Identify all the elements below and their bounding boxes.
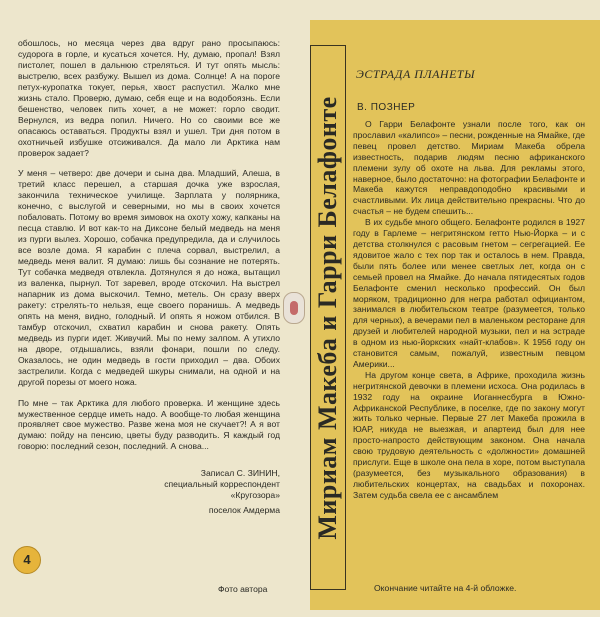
continued-note: Окончание читайте на 4-й обложке. — [374, 583, 517, 593]
left-paragraph-2: У меня – четверо: две дочери и сына два. Младший, Алеша, в третий класс перешел, а старшая дочка уже взрослая, закончила техническое училище. Зарплата у полярника, конечно, с выслугой и северными, но мы в своих хочется побаловать. Потому во время зимовок на охоту хожу, капканы на песца ставлю. И вот как-то на Диксоне белый медведь на меня из пурги вылез. Хорошо, собачка предупредила, да и случилось все возле дома. Я карабин с плеча сорвал, выстрелил, а медведь меня валит. Я думаю: лишь бы сознание не потерять. Тут собачка медведя отвлекла. Дотянулся я до ножа, вытащил из валенка, пырнул. Тот заревел, вроде отскочил. На выстрел напарник из дома выскочил. Темно, метель. Он сразу вверх ракету: стрелять-то нельзя, еще своего поранишь. А медведь опять на меня, видно, голодный. И опять я ножом отбился. В тамбур отскочил, схватил карабин и снова ракету. Опять медведь из пурги идет. Живучий. Мы по нему залпом. А утихло на дворе, отдышались, взяли фонари, пошли по следу. Оказалось, не один медведь в гости приходил – два. Обоих застрелили. Когда с медведей шкуры снимали, на одной и на другой порезы от моего ножа. — [18, 168, 280, 387]
author-signature — [100, 468, 280, 516]
signature-publication: «Кругозора» — [230, 490, 280, 500]
right-paragraph-1: О Гарри Белафонте узнали после того, как он прославил «калипсо» – песни, рожденные на Ямайке, где певец провел детство. Мириам Макеба обрела известность, подарив людям песню африканского племени зулу об охоте на льва. Для рекламы этого, наверное, было достаточно: на фотографии Белафонте и Макеба кажутся неправдоподобно красивыми и счастливыми. Их лица действительно прекрасны. Что до счастья – не будем спешить... — [353, 119, 586, 217]
right-paragraph-2: В их судьбе много общего. Белафонте родился в 1927 году в Гарлеме – негритянском гетто Нью-Йорка – и с детства столкнулся с расовым гнетом – сегрегацией. Ее ядовитое жало с тех пор так и осталось в нем. Правда, были пять более или менее светлых лет, когда он с семьей провел на Ямайке. До начала пятидесятых годов Белафонте сменил несколько профессий. Он был моряком, традиционно для негра работал официантом, занимался в любительском театре (разумеется, только для черных), а вечерами пел в маленьком ресторане для друзей и любителей народной музыки, пел и на эстраде в одном из нью-йоркских «найт-клабов». К 1956 году он становится самым, пожалуй, известным певцом Америки... — [353, 217, 585, 369]
signature-role: специальный корреспондент — [164, 479, 280, 489]
section-title: ЭСТРАДА ПЛАНЕТЫ — [356, 67, 476, 81]
staple-icon — [283, 292, 305, 324]
right-article-column — [353, 55, 585, 501]
left-article-column — [18, 38, 280, 452]
signature-name: Записал С. ЗИНИН, — [200, 468, 280, 478]
left-paragraph-1: обошлось, но месяца через два вдруг рано просыпаюсь: судорога в горле, и кусаться хочется. Ну, думаю, пропал! Взял пистолет, пошел в дальнюю стреляться. И тут опять мысль: выстрелю, всех разбужу. Вышел из дома. Солнце! А на пороге петух-куропатка токует, перья, хвост распустил. Жалко мне жизнь стало. Проверю, думаю, себя еще и на водобоязнь. Если бешенство, человек пить хочет, а не может: горло сводит. Вернулся, из ведра попил. Ничего. Но со своими все же опасаюсь оставаться. Продукты взял и ушел. Три дня потом в охотничьей избушке отсиживался. Да мало ли Арктика нам проверок задает? — [18, 38, 280, 158]
left-paragraph-3: По мне – так Арктика для любого проверка. И женщине здесь мужественное сердце иметь надо. А вообще-то любая женщина проявляет свое мужество. Разве жена моя не скучает?! А я вот думаю: пойду на пенсию, цветы буду разводить. Я каждый год говорю: последний сезон, последний. А снова... — [18, 397, 280, 452]
right-article-text — [353, 119, 585, 501]
page-number-badge: 4 — [13, 546, 41, 574]
vertical-article-title: Мириам Макеба и Гарри Белафонте — [313, 96, 342, 540]
signature-place: поселок Амдерма — [208, 505, 280, 515]
photo-credit: Фото автора — [218, 584, 268, 594]
article-author: В. ПОЗНЕР — [357, 102, 416, 113]
right-paragraph-3: На другом конце света, в Африке, проходила жизнь негритянской девочки в племени исхоса. Она родилась в 1932 году на окраине Иоганнесбурга в Южно-Африканской Республике, в поселке, где по закону могут жить только черные. Первые 27 лет Макеба прожила в ЮАР, никуда не выезжая, и апартеид был для нее просто-напросто действующим законом. Она начала свою трудовую деятельность с «должности» домашней прислуги. Еще в школе она пела в хоре, потом выступала (разумеется, без музыкального образования) в любительских концертах, на свадьбах и похоронах. Затем судьба свела ее с ансамблем — [353, 369, 585, 500]
